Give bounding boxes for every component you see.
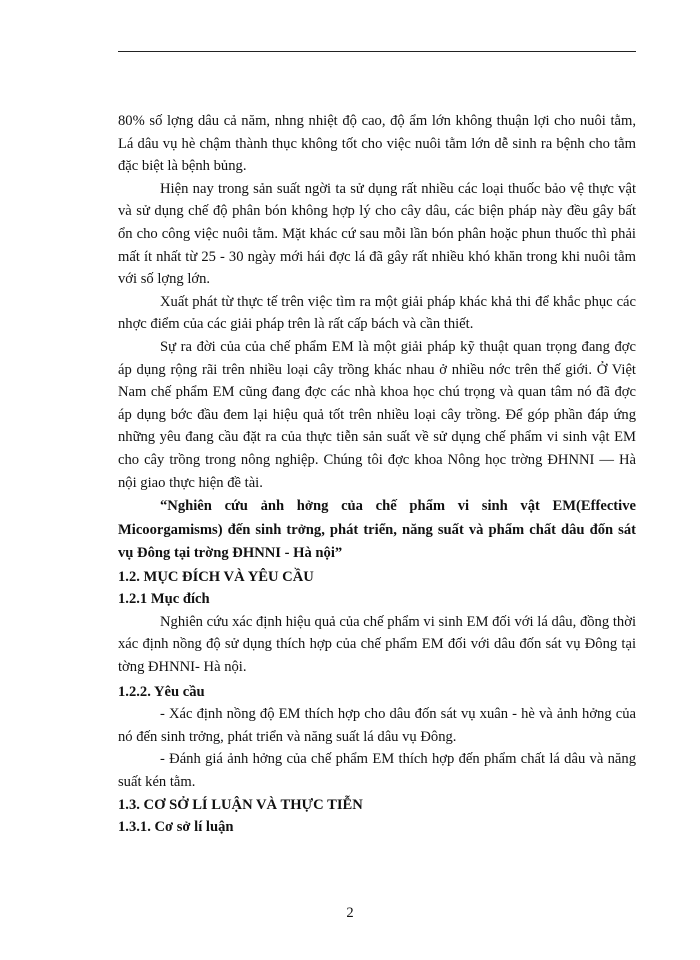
paragraph-rationale: Xuất phát từ thực tế trên việc tìm ra một giải pháp khác khả thi để khắc phục các nhợc điểm của các giải pháp trên là rất cấp bách và cần thiết. xyxy=(118,293,636,333)
subsection-heading-1-3-1: 1.3.1. Cơ sở lí luận xyxy=(118,819,234,836)
subsection-heading-1-2-2: 1.2.2. Yêu cầu xyxy=(118,683,205,700)
page-body xyxy=(118,110,636,839)
paragraph-continued: 80% số lợng dâu cả năm, nhng nhiệt độ cao, độ ẩm lớn không thuận lợi cho nuôi tằm, Lá dâu vụ hè chậm thành thục không tốt cho việc nuôi tằm lớn dễ sinh ra bệnh cho tằm đặc biệt là bệnh bủng. xyxy=(118,113,636,175)
subsection-heading-1-2-1: 1.2.1 Mục đích xyxy=(118,591,210,608)
section-heading-1-3: 1.3. CƠ SỞ LÍ LUẬN VÀ THỰC TIỄN xyxy=(118,796,363,813)
thesis-title-quote: “Nghiên cứu ảnh hởng của chế phẩm vi sinh vật EM(Effective Micoorgamisms) đến sinh trởng, phát triển, năng suất và phẩm chất dâu đốn sát vụ Đông tại trờng ĐHNNI - Hà nội” xyxy=(118,498,636,562)
requirement-item-2: - Đánh giá ảnh hởng của chế phẩm EM thích hợp đến phẩm chất lá dâu và năng suất kén tằm. xyxy=(118,751,636,790)
header-rule xyxy=(118,51,636,52)
paragraph-em-introduction: Sự ra đời của của chế phẩm EM là một giải pháp kỹ thuật quan trọng đang đợc áp dụng rộng rãi trên nhiều loại cây trồng khác nhau ở nhiều nớc trên thế giới. Ở Việt Nam chế phẩm EM cũng đang đợc các nhà khoa học chú trọng và quan tâm nó đã đợc áp dụng bớc đầu đem lại hiệu quả tốt trên nhiều loại cây trồng. Để góp phần đáp ứng những yêu đang cầu đặt ra của thực tiễn sản suất về sử dụng chế phẩm vi sinh vật EM cho cây trồng trong nông nghiệp. Chúng tôi đợc khoa Nông học trờng ĐHNNI — Hà nội giao thực hiện đề tài. xyxy=(118,338,636,491)
purpose-paragraph: Nghiên cứu xác định hiệu quả của chế phẩm vi sinh EM đối với lá dâu, đồng thời xác định nồng độ sử dụng thích hợp của chế phẩm EM đối với dâu đốn sát vụ Đông tại tờng ĐHNNI- Hà nội. xyxy=(118,613,636,675)
requirement-item-1: - Xác định nồng độ EM thích hợp cho dâu đốn sát vụ xuân - hè và ảnh hởng của nó đến sinh trởng, phát triển và năng suất lá dâu vụ Đông. xyxy=(118,706,636,745)
page-number: 2 xyxy=(346,905,354,921)
paragraph-pesticides: Hiện nay trong sản suất ngời ta sử dụng rất nhiều các loại thuốc bảo vệ thực vật và sử dụng chế độ phân bón không hợp lý cho cây dâu, các biện pháp này đều gây bất ổn cho công việc nuôi tằm. Mặt khác cứ sau mỗi lần bón phân hoặc phun thuốc thì phải mất ít nhất từ 25 - 30 ngày mới hái đợc lá đã gây rất nhiều khó khăn trong khi nuôi tằm với số lợng lớn. xyxy=(118,180,636,288)
section-heading-1-2: 1.2. MỤC ĐÍCH VÀ YÊU CẦU xyxy=(118,568,314,585)
